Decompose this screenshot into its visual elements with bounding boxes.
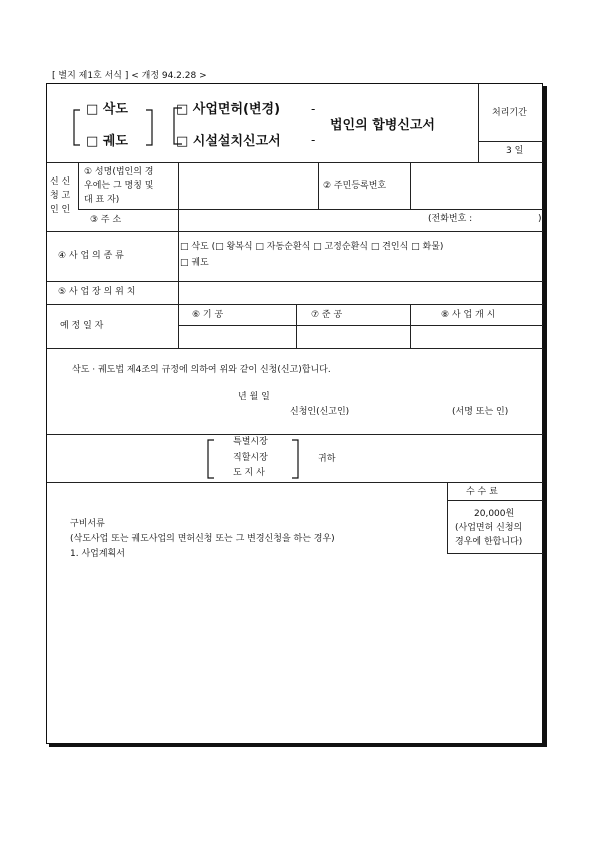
fee-label-bottom-line <box>447 500 543 501</box>
dash-1: - <box>311 102 316 116</box>
regno-label: ② 주민등록번호 <box>323 181 387 191</box>
name-label-line3: 대 표 자) <box>84 195 120 205</box>
applicant-group-line <box>78 162 79 209</box>
form-caption: [ 별지 제1호 서식 ] < 개정 94.2.28 > <box>52 71 207 81</box>
period-left-line <box>478 84 479 162</box>
start-work-field[interactable] <box>180 327 294 346</box>
regno-left-line <box>318 162 319 209</box>
location-label: ⑤ 사 업 장 의 위 치 <box>58 287 136 297</box>
label-column-line <box>178 162 179 348</box>
business-type-line2[interactable]: □ 궤도 <box>180 258 209 268</box>
option-railway: □ 삭도 <box>86 102 128 117</box>
name-field[interactable] <box>180 164 316 207</box>
applicant-group-label-2: 청 고 <box>50 191 71 201</box>
fee-note-1: (사업면허 신청의 <box>455 523 523 533</box>
phone-close: ) <box>538 214 542 224</box>
address-row-bottom-line <box>47 231 543 232</box>
declaration-bottom-line <box>47 434 543 435</box>
documents-title: 구비서류 <box>70 519 105 529</box>
sign-note: (서명 또는 인) <box>452 407 509 417</box>
phone-field[interactable] <box>484 211 534 229</box>
header-bottom-line <box>47 162 543 163</box>
address-field[interactable] <box>180 211 420 229</box>
name-row-bottom-line <box>78 209 543 210</box>
recipient-item-2: 직할시장 <box>233 453 268 463</box>
schedule-label: 예 정 일 자 <box>60 321 104 331</box>
processing-period-value: 3 일 <box>506 146 524 156</box>
declaration-text: 삭도 · 궤도법 제4조의 규정에 의하여 위와 같이 신청(신고)합니다. <box>72 365 331 375</box>
option-license: □ 사업면허(변경) <box>176 102 281 117</box>
name-label-line1: ① 성명(법인의 경 <box>84 167 154 177</box>
location-row-bottom-line <box>47 304 543 305</box>
type-row-bottom-line <box>47 281 543 282</box>
documents-item-1: 1. 사업계획서 <box>70 549 125 559</box>
dash-2: - <box>311 133 316 147</box>
signature-field[interactable] <box>370 404 448 420</box>
schedule-mid-line <box>178 325 543 326</box>
option-track: □ 궤도 <box>86 134 128 149</box>
recipient-item-3: 도 지 사 <box>233 468 265 478</box>
location-field[interactable] <box>180 283 541 302</box>
documents-condition: (삭도사업 또는 궤도사업의 면허신청 또는 그 변경신청을 하는 경우) <box>70 534 335 544</box>
recipient-bottom-line <box>47 482 543 483</box>
completion-field[interactable] <box>298 327 408 346</box>
processing-period-label: 처리기간 <box>492 108 527 118</box>
signer-label: 신청인(신고인) <box>290 407 350 417</box>
option-facility: □ 시설설치신고서 <box>176 134 281 149</box>
fee-box-bottom-line <box>447 553 543 554</box>
fee-box-left-line <box>447 482 448 553</box>
name-label-line2: 우에는 그 명칭 및 <box>84 181 154 191</box>
applicant-group-label-3: 인 인 <box>50 205 71 215</box>
open-business-field[interactable] <box>412 327 541 346</box>
fee-label: 수 수 료 <box>466 487 498 497</box>
declaration-date: 년 월 일 <box>238 392 270 402</box>
address-label: ③ 주 소 <box>90 215 122 225</box>
regno-right-line <box>410 162 411 209</box>
start-work-label: ⑥ 기 공 <box>192 310 224 320</box>
schedule-col2-line <box>410 304 411 348</box>
open-business-label: ⑧ 사 업 개 시 <box>441 310 496 320</box>
form-title: 법인의 합병신고서 <box>330 118 435 133</box>
recipient-item-1: 특별시장 <box>233 437 268 447</box>
applicant-group-label-1: 신 신 <box>50 177 71 187</box>
recipient-suffix: 귀하 <box>318 454 336 464</box>
regno-field[interactable] <box>412 164 541 207</box>
phone-label: (전화번호 : <box>428 214 473 224</box>
business-type-line1[interactable]: □ 삭도 (□ 왕복식 □ 자동순환식 □ 고정순환식 □ 견인식 □ 화물) <box>180 242 444 252</box>
schedule-col1-line <box>296 304 297 348</box>
completion-label: ⑦ 준 공 <box>311 310 343 320</box>
fee-note-2: 경우에 한합니다) <box>455 537 523 547</box>
fee-amount: 20,000원 <box>474 509 515 519</box>
period-divider <box>478 141 544 142</box>
business-type-label: ④ 사 업 의 종 류 <box>58 251 124 261</box>
schedule-bottom-line <box>47 348 543 349</box>
